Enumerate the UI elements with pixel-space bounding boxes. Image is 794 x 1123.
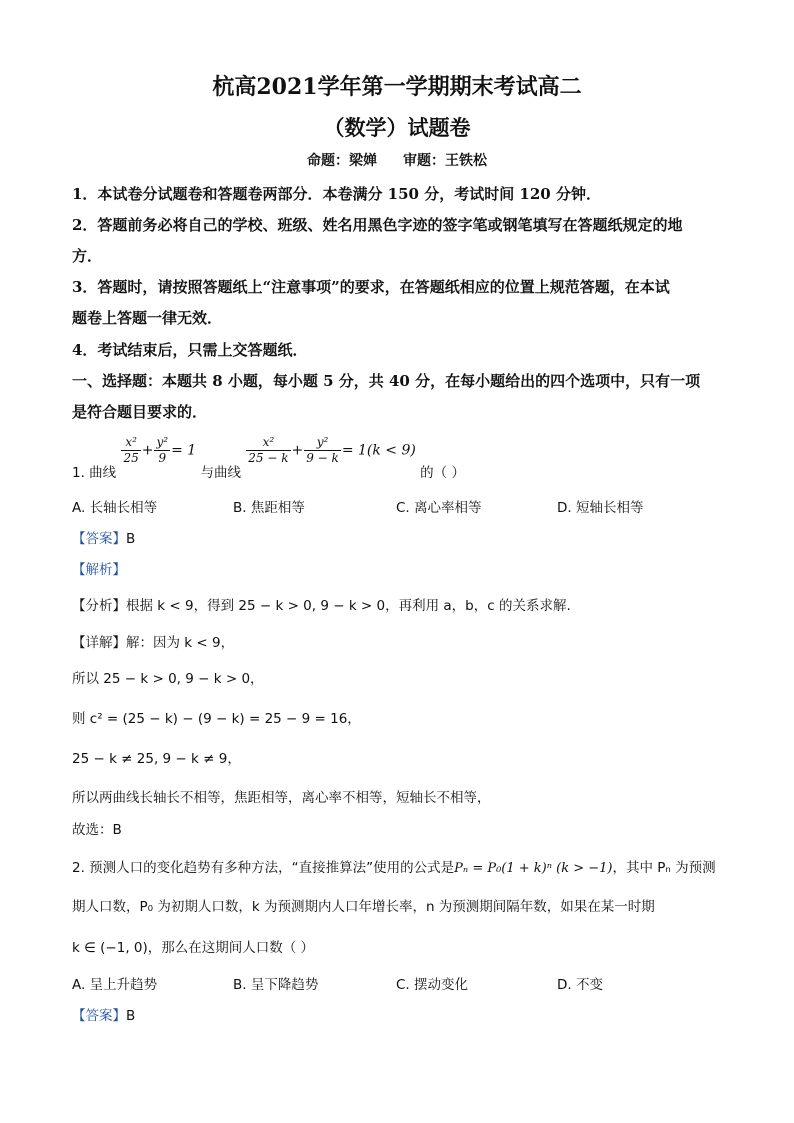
q1-step-2: 则 c² = (25 − k) − (9 − k) = 25 − 9 = 16，: [72, 711, 361, 727]
q1-option-a: A. 长轴长相等: [72, 500, 158, 516]
q1-step-5: 故选：B: [72, 822, 122, 838]
q1-step-4: 所以两曲线长轴长不相等，焦距相等，离心率不相等，短轴长不相等，: [72, 790, 491, 806]
instruction-2-cont: 方．: [72, 247, 103, 265]
q2-intro-end: ，其中 Pₙ 为预测: [612, 860, 716, 876]
answer-tag: 【答案】: [72, 531, 126, 547]
section-heading-line2: 是符合题目要求的．: [72, 403, 208, 421]
q2-option-a: A. 呈上升趋势: [72, 977, 158, 993]
q2-intro: 2. 预测人口的变化趋势有多种方法，“直接推算法”使用的公式是: [72, 860, 455, 876]
q2-answer: B: [126, 1008, 136, 1024]
q1-detail-line: [72, 631, 234, 651]
exam-title: 杭高2021学年第一学期期末考试高二: [212, 74, 582, 100]
q2-formula: Pₙ = P₀(1 + k)ⁿ (k > −1): [454, 861, 613, 876]
q2-option-b: B. 呈下降趋势: [233, 977, 319, 993]
q1-option-c: C. 离心率相等: [396, 500, 482, 516]
q1-answer-line: [72, 527, 135, 547]
q1-c2-rhs: = 1(k < 9): [341, 442, 416, 459]
q1-c2-frac2: $\frac{\text{y²}}{9 - k}$: [306, 435, 339, 465]
q1-fenxi-line: [72, 594, 571, 614]
detail-tag: 【详解】: [72, 635, 126, 651]
q1-c1-frac2: $\frac{\text{y²}}{9}$: [156, 435, 169, 465]
instruction-3-cont: 题卷上答题一律无效．: [72, 309, 223, 327]
q1-step-1: 所以 25 − k > 0, 9 − k > 0，: [72, 671, 264, 687]
question-1: 1. 曲线 $\frac{\text{x²}}{25}$ + $\frac{\text{y²}}{9}$ = 1 与曲线 $\frac{\text{x²}}{25 - k}$ + $\frac{\text{y²}}{9 - k}$ = 1(k < 9) 的（ ）: [72, 435, 465, 481]
q1-option-b: B. 焦距相等: [233, 500, 305, 516]
q2-line-3: k ∈ (−1, 0)，那么在这期间人口数（ ）: [72, 940, 315, 956]
reviewer: 审题：王铁松: [403, 153, 487, 169]
instruction-3: 3．答题时，请按照答题纸上“注意事项”的要求，在答题纸相应的位置上规范答题，在本试: [72, 278, 670, 296]
exam-subtitle: （数学）试题卷: [323, 115, 471, 140]
q2-line-1: [72, 856, 716, 876]
q1-prefix: 1. 曲线: [72, 464, 117, 481]
fenxi-text: 根据 k < 9，得到 25 − k > 0, 9 − k > 0，再利用 a，b，c 的关系求解.: [126, 598, 571, 614]
detail-text: 解：因为 k < 9，: [126, 635, 235, 651]
fenxi-tag: 【分析】: [72, 598, 126, 614]
q1-c1-rhs: = 1: [171, 442, 197, 459]
q1-c2-frac1: $\frac{\text{x²}}{25 - k}$: [248, 435, 289, 465]
q1-answer: B: [126, 531, 136, 547]
q1-step-3: 25 − k ≠ 25, 9 − k ≠ 9，: [72, 751, 241, 767]
section-heading-line1: 一、选择题：本题共 8 小题，每小题 5 分，共 40 分，在每小题给出的四个选项中，只有一项: [72, 372, 701, 390]
q1-suffix: 的（ ）: [420, 464, 465, 481]
authors-line: [0, 150, 794, 170]
instruction-4: 4．考试结束后，只需上交答题纸．: [72, 341, 308, 359]
setter: 命题：梁婵: [307, 153, 377, 169]
q2-answer-line: [72, 1004, 135, 1024]
instruction-2: 2．答题前务必将自己的学校、班级、姓名用黑色字迹的签字笔或钢笔填写在答题纸规定的地: [72, 216, 683, 234]
q1-c1-frac1: $\frac{\text{x²}}{25}$: [123, 435, 139, 465]
q2-option-c: C. 摆动变化: [396, 977, 469, 993]
answer-tag: 【答案】: [72, 1008, 126, 1024]
q1-mid: 与曲线: [200, 464, 241, 481]
q2-line-2: 期人口数，P₀ 为初期人口数，k 为预测期内人口年增长率，n 为预测期间隔年数，如果在某一时期: [72, 899, 655, 915]
q1-analysis-tag: 【解析】: [72, 562, 126, 578]
q1-option-d: D. 短轴长相等: [557, 500, 644, 516]
q2-option-d: D. 不变: [557, 977, 603, 993]
instruction-1: 1．本试卷分试题卷和答题卷两部分．本卷满分 150 分，考试时间 120 分钟．: [72, 185, 601, 203]
